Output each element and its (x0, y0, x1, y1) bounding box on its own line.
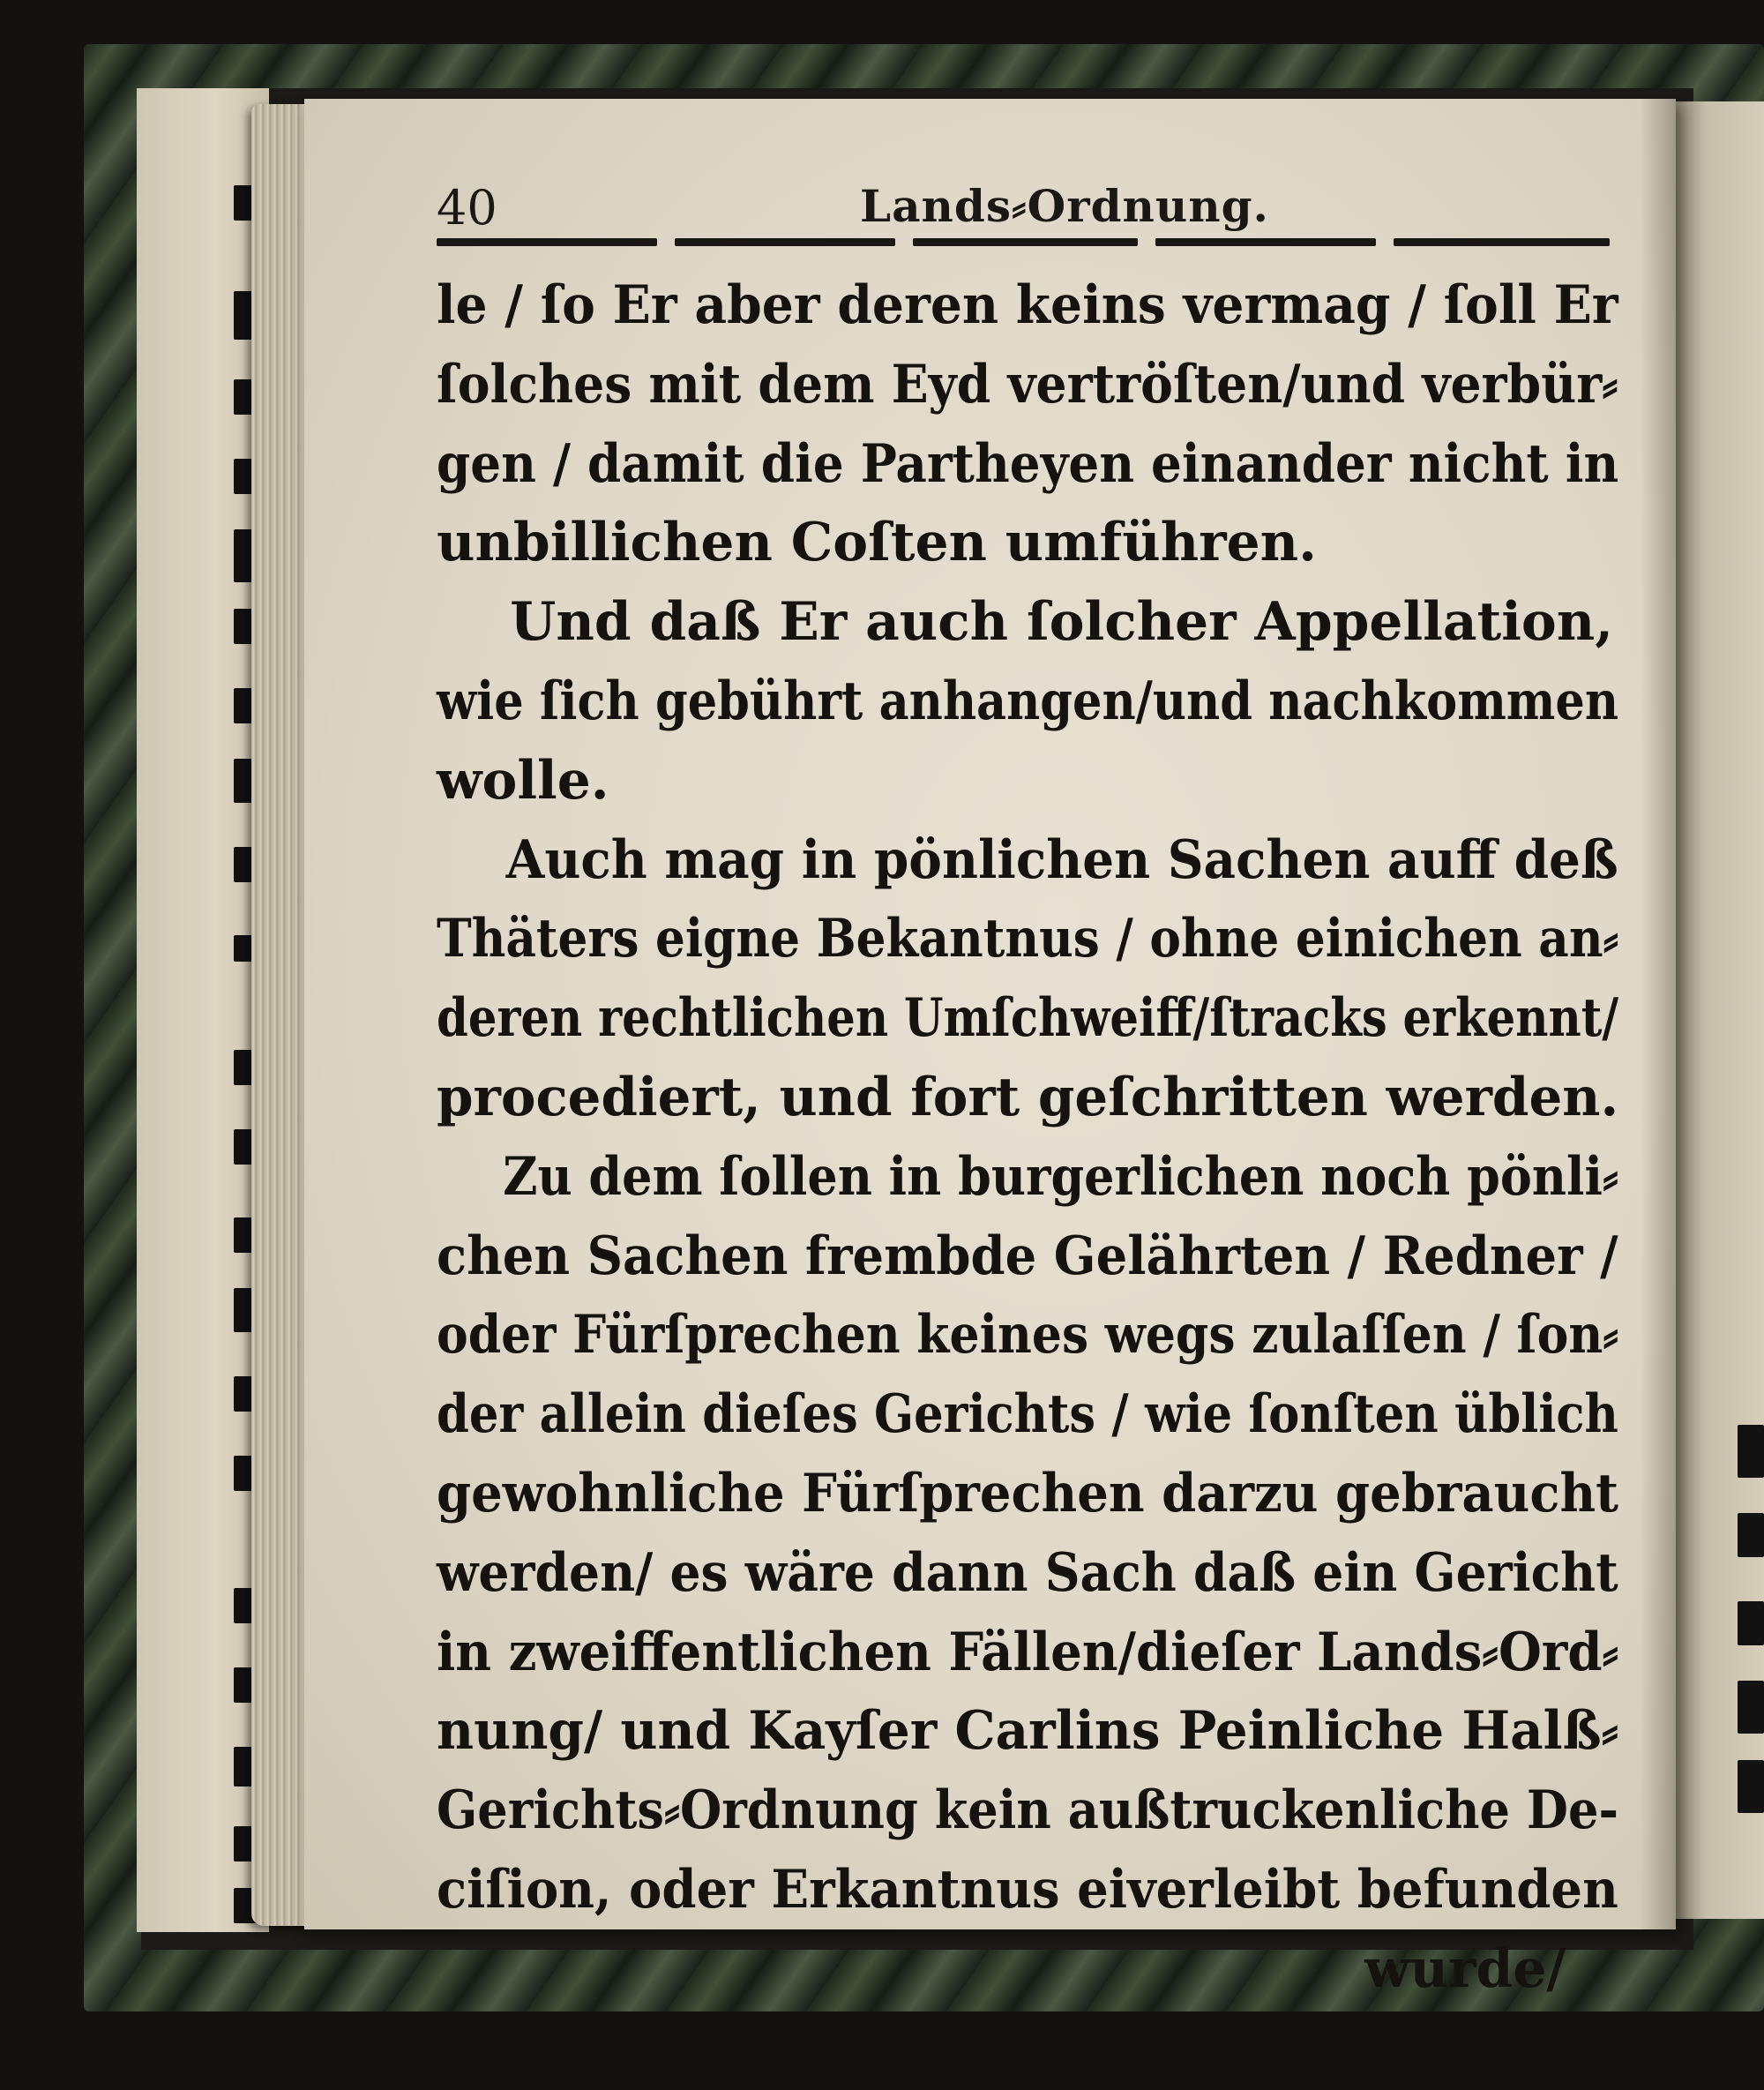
text-line: Und daß Er auch ſolcher Appellation, (437, 591, 1614, 654)
text-line: ciſion, oder Erkantnus eiverleibt befunden (437, 1858, 1618, 1921)
facing-page-edge (1676, 101, 1764, 1919)
text-line: oder Fürſprechen keines wegs zulaſſen / ſon⸗ (437, 1304, 1619, 1367)
text-line: gewohnliche Fürſprechen darzu gebraucht (437, 1462, 1619, 1524)
text-line: le / ſo Er aber deren keins vermag / ſoll Er (437, 274, 1618, 336)
text-line: nung/ und Kayſer Carlins Peinliche Halß⸗ (437, 1700, 1619, 1763)
running-head-title: Lands⸗Ordnung. (860, 180, 1269, 232)
facing-page-glyph (1738, 1681, 1764, 1734)
page-number: 40 (437, 180, 497, 236)
catchword-line: wurde/ (1364, 1937, 1566, 2000)
text-line: deren rechtlichen Umſchweiff/ſtracks erkennt/ (437, 987, 1619, 1050)
text-line: ſolches mit dem Eyd vertröſten/und verbür⸗ (437, 353, 1618, 416)
text-line: Zu dem ſollen in burgerlichen noch pönli⸗ (437, 1145, 1618, 1208)
body-text (437, 266, 1623, 2010)
header-rule-segment (1394, 238, 1610, 246)
text-line: Auch mag in pönlichen Sachen auff deß (437, 828, 1618, 891)
header-rule-segment (437, 238, 657, 246)
facing-page-glyph (1738, 1601, 1764, 1645)
previous-leaf (137, 88, 269, 1932)
header-rule-segment (675, 238, 895, 246)
text-line: wolle. (437, 749, 609, 812)
facing-page-glyph (1738, 1760, 1764, 1813)
text-line: unbillichen Coſten umführen. (437, 512, 1317, 574)
text-line: Thäters eigne Bekantnus / ohne einichen an⸗ (437, 908, 1619, 970)
facing-page-glyph (1738, 1513, 1764, 1557)
text-line: gen / damit die Partheyen einander nicht in (437, 432, 1619, 495)
text-line: Gerichts⸗Ordnung kein außtruckenliche De- (437, 1779, 1618, 1842)
facing-page-glyph (1738, 1425, 1764, 1478)
text-line: werden/ es wäre dann Sach daß ein Gericht (437, 1541, 1618, 1604)
text-line: chen Sachen frembde Gelährten / Redner / (437, 1225, 1618, 1287)
gutter-shade (1641, 99, 1676, 1929)
text-line: procediert, und fort geſchritten werden. (437, 1066, 1619, 1128)
header-rule (437, 238, 1610, 249)
text-line: der allein dieſes Gerichts / wie ſonſten üblich (437, 1383, 1618, 1446)
header-rule-segment (1155, 238, 1376, 246)
book-page (304, 99, 1676, 2000)
text-line: in zweiffentlichen Fällen/dieſer Lands⸗Ord⸗ (437, 1621, 1619, 1683)
text-line: wie ſich gebührt anhangen/und nachkommen (437, 670, 1619, 732)
header-rule-segment (913, 238, 1138, 246)
